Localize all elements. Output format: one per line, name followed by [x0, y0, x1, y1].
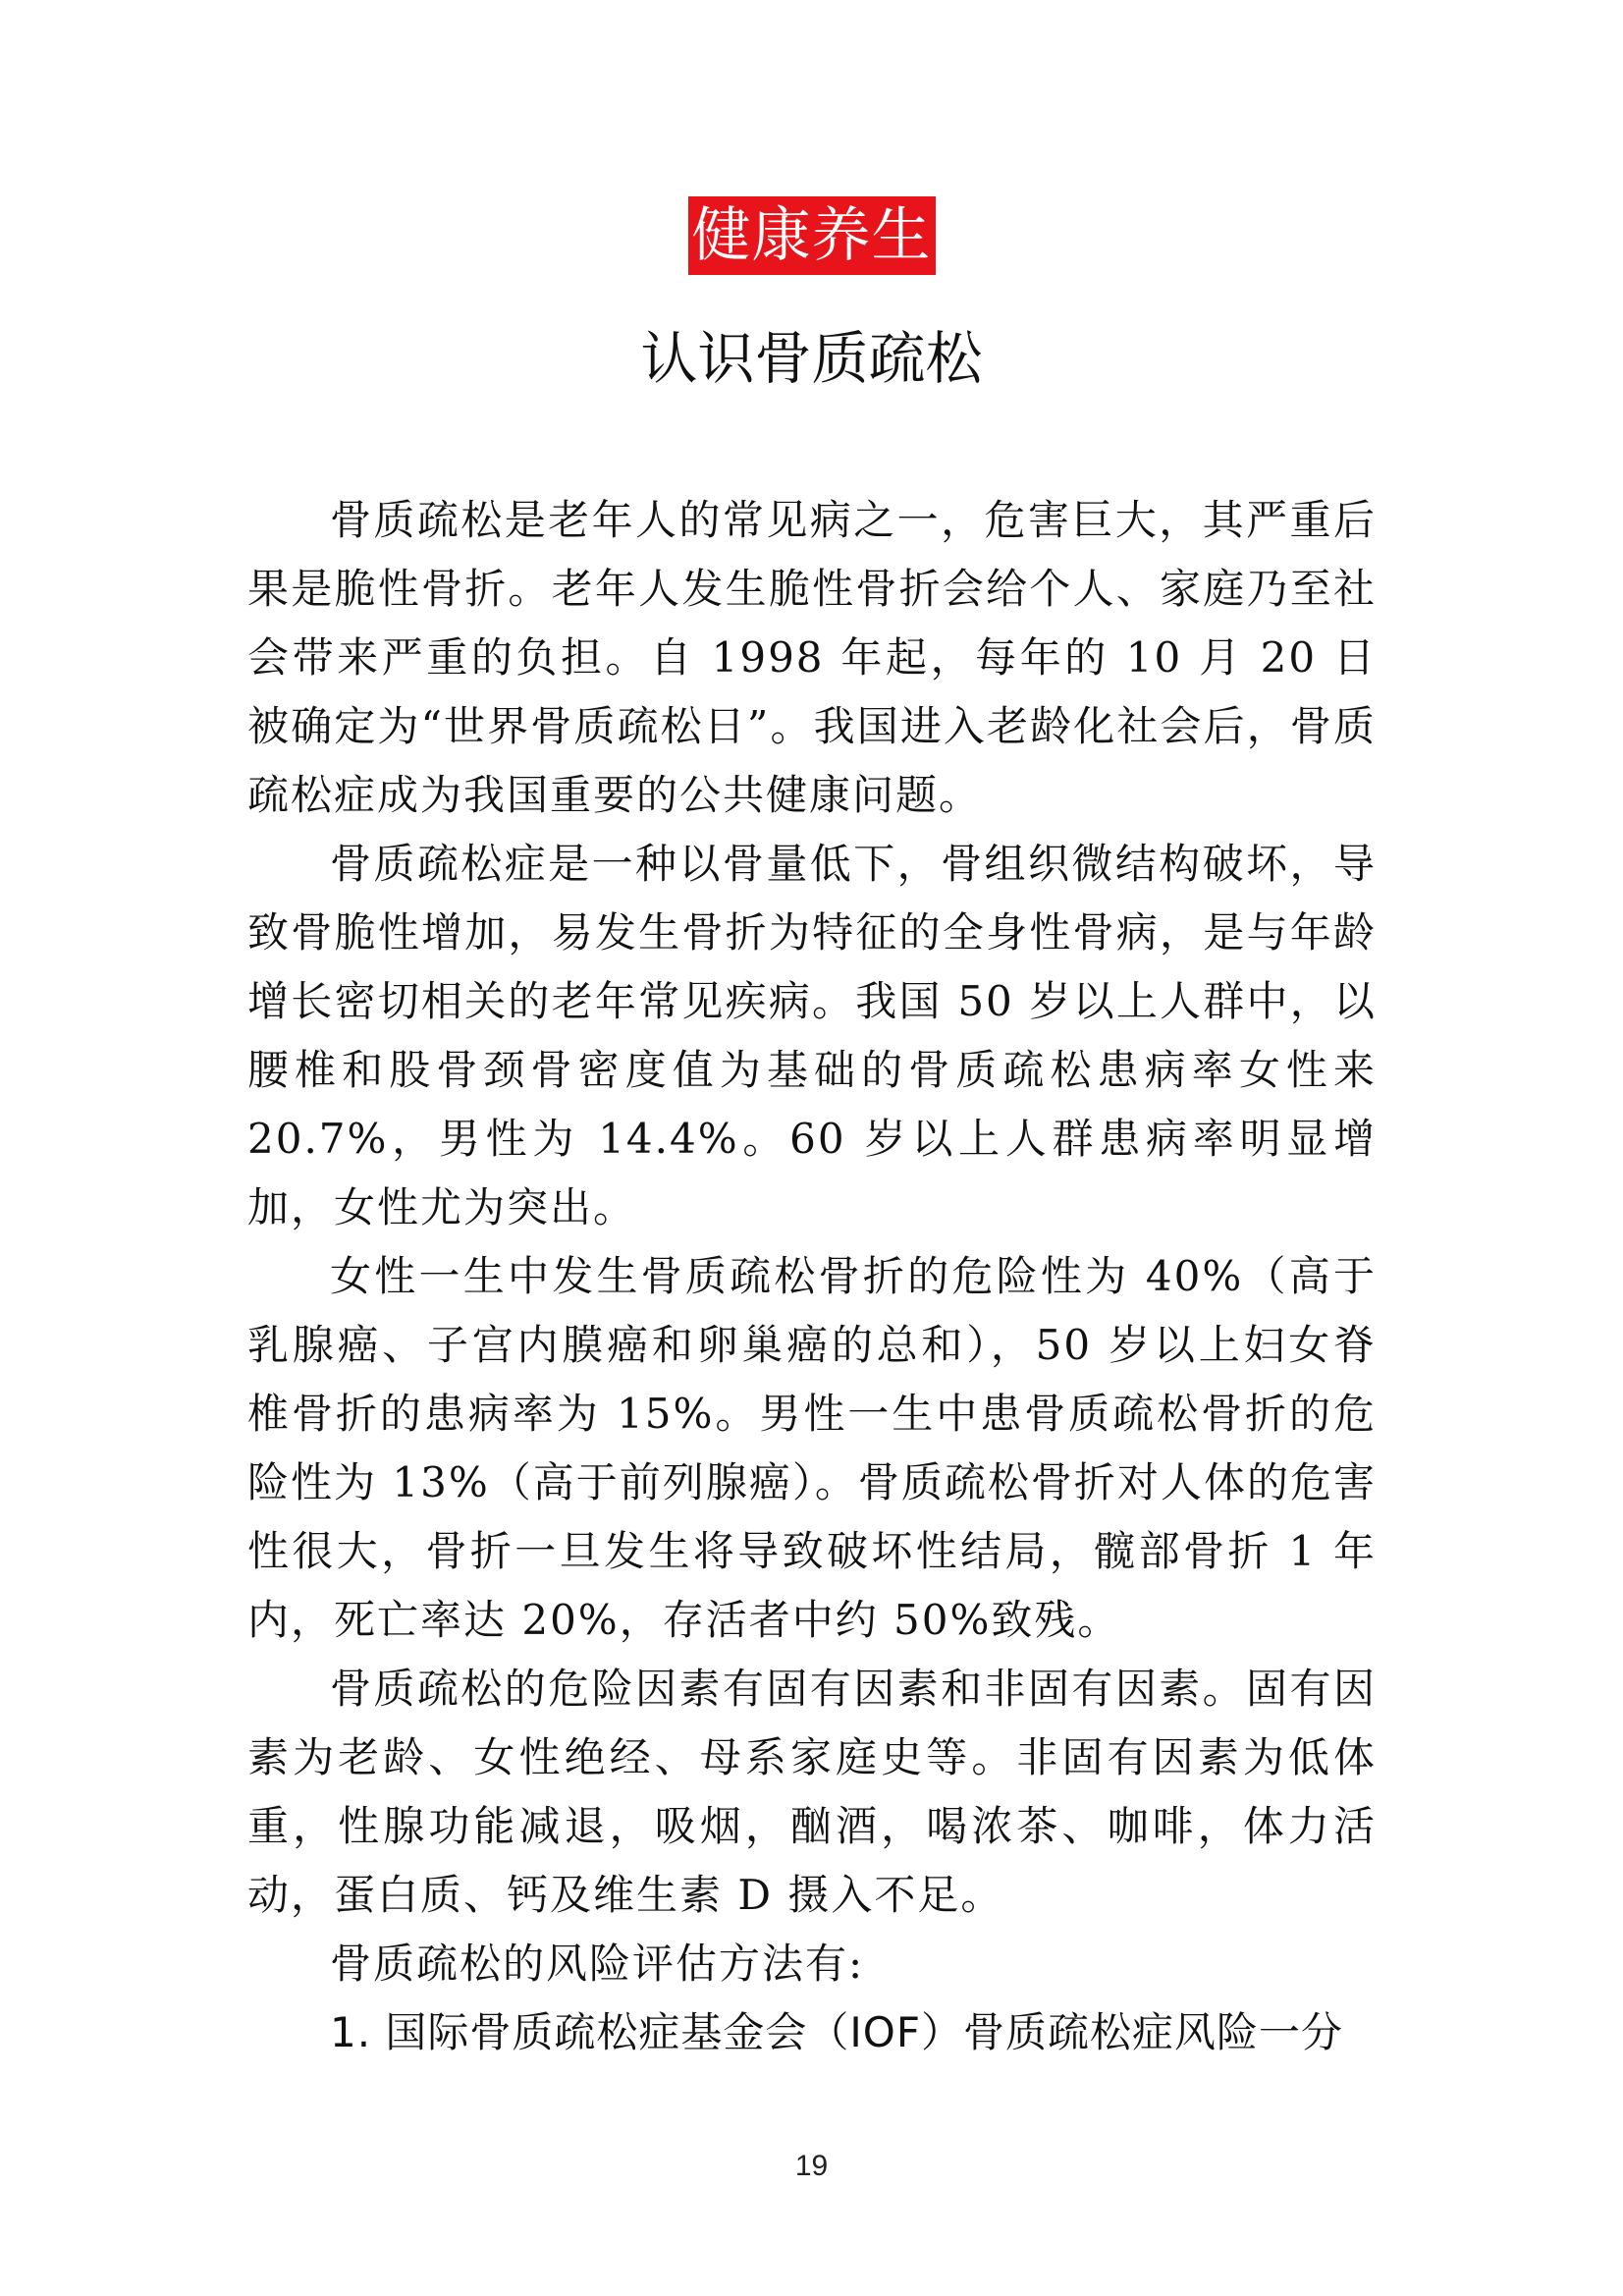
page-number: 19	[794, 2150, 829, 2182]
section-tag-container	[0, 196, 1623, 275]
paragraph-intro: 骨质疏松是老年人的常见病之一，危害巨大，其严重后果是脆性骨折。老年人发生脆性骨折会给个人、家庭乃至社会带来严重的负担。自 1998 年起，每年的 10 月 20 日被确定为“世界骨质疏松日”。我国进入老龄化社会后，骨质疏松症成为我国重要的公共健康问题。	[247, 496, 1377, 819]
paragraph-definition: 骨质疏松症是一种以骨量低下，骨组织微结构破坏，导致骨脆性增加，易发生骨折为特征的全身性骨病，是与年龄增长密切相关的老年常见疾病。我国 50 岁以上人群中，以腰椎和股骨颈骨密度值为基础的骨质疏松患病率女性来 20.7%，男性为 14.4%。60 岁以上人群患病率明显增加，女性尤为突出。	[247, 840, 1377, 1231]
list-item: 1. 国际骨质疏松症基金会（IOF）骨质疏松症风险一分	[330, 2008, 1344, 2056]
article-body	[247, 486, 1377, 2067]
section-tag: 健康养生	[688, 196, 936, 275]
paragraph-risk-factors: 骨质疏松的危险因素有固有因素和非固有因素。固有因素为老龄、女性绝经、母系家庭史等。非固有因素为低体重，性腺功能减退，吸烟，酗酒，喝浓茶、咖啡，体力活动，蛋白质、钙及维生素 D 摄入不足。	[247, 1665, 1377, 1919]
paragraph-assessment-intro: 骨质疏松的风险评估方法有:	[330, 1940, 865, 1988]
paragraph-fracture-risk: 女性一生中发生骨质疏松骨折的危险性为 40%（高于乳腺癌、子宫内膜癌和卵巢癌的总和），50 岁以上妇女脊椎骨折的患病率为 15%。男性一生中患骨质疏松骨折的危险性为 13%（高于前列腺癌）。骨质疏松骨折对人体的危害性很大，骨折一旦发生将导致破坏性结局，髋部骨折 1 年内，死亡率达 20%，存活者中约 50%致残。	[247, 1252, 1377, 1644]
article-title: 认识骨质疏松	[640, 325, 983, 392]
